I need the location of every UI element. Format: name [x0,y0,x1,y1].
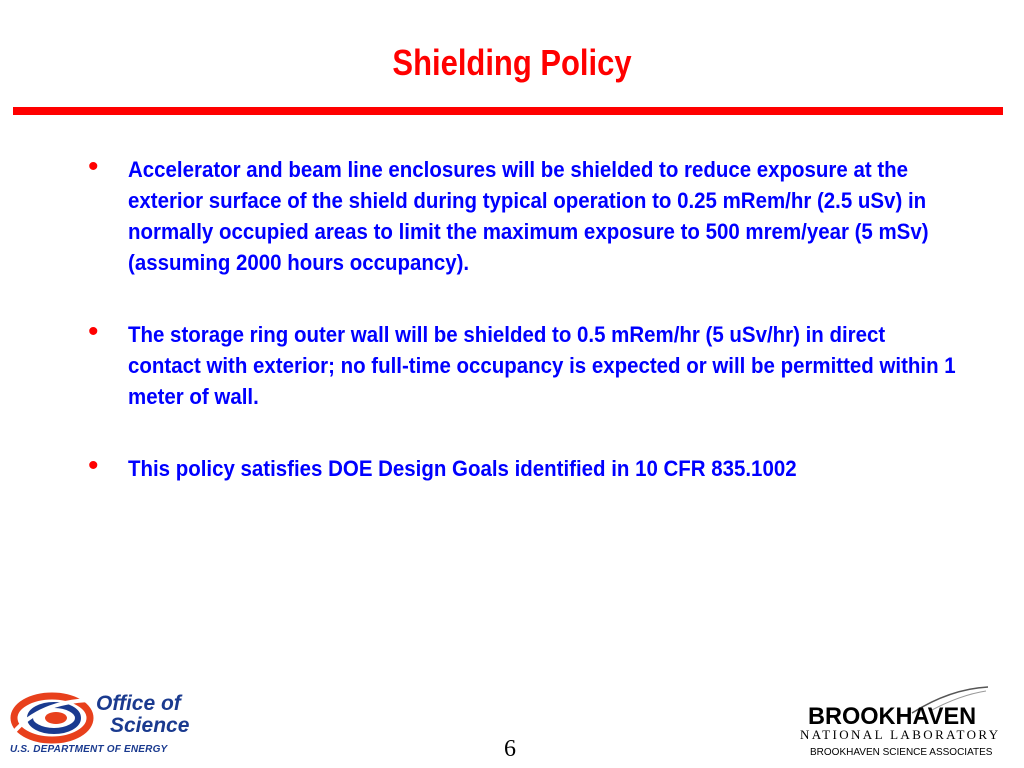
brookhaven-associates-label: BROOKHAVEN SCIENCE ASSOCIATES [810,747,993,758]
bullet-icon: • [88,449,99,482]
office-of-science-line1: Office of [96,692,181,715]
brookhaven-wordmark: BROOKHAVEN [808,703,977,730]
bullet-text: Accelerator and beam line enclosures will be shielded to reduce exposure at the exterior surface of the shield during typical operation to 0.25 mRem/hr (2.5 uSv) in normally occupied areas to limit the maximum exposure to 500 mrem/year (5 mSv) (assuming 2000 hours occupancy). [128,157,929,275]
bullet-item [88,150,988,278]
national-laboratory-label: NATIONAL LABORATORY [800,727,1001,742]
bullet-item [88,449,988,484]
slide-title: Shielding Policy [392,42,632,83]
office-of-science-line2: Science [110,714,190,737]
brookhaven-logo [800,685,1020,765]
bullet-item [88,315,988,412]
title-divider [13,107,1003,115]
bullet-text: The storage ring outer wall will be shielded to 0.5 mRem/hr (5 uSv/hr) in direct contact with exterior; no full-time occupancy is expected or will be permitted within 1 meter of wall. [128,322,956,409]
bullet-text: This policy satisfies DOE Design Goals identified in 10 CFR 835.1002 [128,456,797,481]
page-number: 6 [504,736,516,762]
bullet-icon: • [88,150,99,183]
doe-swirl-icon [10,692,94,744]
bullet-list [88,150,988,484]
office-of-science-logo [10,690,220,760]
doe-subtitle: U.S. DEPARTMENT OF ENERGY [10,744,168,755]
bullet-icon: • [88,315,99,348]
